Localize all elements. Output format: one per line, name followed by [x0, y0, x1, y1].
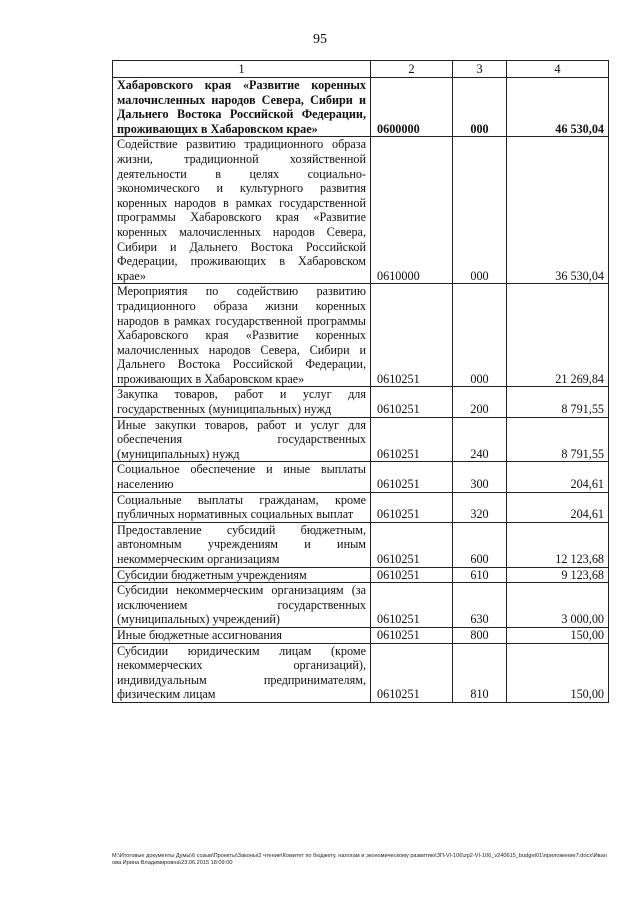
page-number: 95	[313, 32, 327, 47]
row-name-cell: Закупка товаров, работ и услуг для государственных (муниципальных) нужд	[113, 387, 371, 417]
target-code-cell: 0610251	[371, 387, 453, 417]
table-row	[113, 522, 609, 567]
table-body	[113, 78, 609, 703]
table-row	[113, 462, 609, 492]
amount-cell: 204,61	[507, 492, 609, 522]
target-code-cell: 0610251	[371, 462, 453, 492]
amount-cell: 150,00	[507, 643, 609, 702]
expense-type-cell: 000	[453, 78, 507, 137]
table-row	[113, 284, 609, 387]
target-code-cell: 0610251	[371, 583, 453, 628]
file-path-footer: М:\Итоговые документы Думы\6 созыв\Проекты\Законы\2 чтение\Комитет по бюджету, налогам и экономическому развитию\ЗП-VI-106\zp2-VI-106_v240615_budget01\приложение7.docx\Иванова Ирина Владимировна\23.06.2015 18:09:00	[112, 853, 607, 866]
amount-cell: 12 123,68	[507, 522, 609, 567]
row-name-cell: Субсидии бюджетным учреждениям	[113, 567, 371, 583]
target-code-cell: 0610251	[371, 417, 453, 462]
table-row	[113, 583, 609, 628]
table-row	[113, 627, 609, 643]
target-code-cell: 0610251	[371, 567, 453, 583]
row-name-cell: Иные закупки товаров, работ и услуг для обеспечения государственных (муниципальных) нужд	[113, 417, 371, 462]
amount-cell: 204,61	[507, 462, 609, 492]
row-name-cell: Субсидии юридическим лицам (кроме некоммерческих организаций), индивидуальным предпринимателям, физическим лицам	[113, 643, 371, 702]
expense-type-cell: 200	[453, 387, 507, 417]
amount-cell: 21 269,84	[507, 284, 609, 387]
row-name-cell: Хабаровского края «Развитие коренных малочисленных народов Севера, Сибири и Дальнего Востока Российской Федерации, проживающих в Хабаровском крае»	[113, 78, 371, 137]
budget-table	[112, 60, 609, 703]
table-row	[113, 78, 609, 137]
target-code-cell: 0610000	[371, 137, 453, 284]
amount-cell: 9 123,68	[507, 567, 609, 583]
amount-cell: 8 791,55	[507, 417, 609, 462]
target-code-cell: 0610251	[371, 522, 453, 567]
row-name-cell: Социальные выплаты гражданам, кроме публичных нормативных социальных выплат	[113, 492, 371, 522]
target-code-cell: 0600000	[371, 78, 453, 137]
table-row	[113, 387, 609, 417]
expense-type-cell: 300	[453, 462, 507, 492]
row-name-cell: Мероприятия по содействию развитию традиционного образа жизни коренных народов в рамках государственной программы Хабаровского края «Развитие коренных малочисленных народов Севера, Сибири и Дальнего Востока Российской Федерации, проживающих в Хабаровском крае»	[113, 284, 371, 387]
row-name-cell: Субсидии некоммерческим организациям (за исключением государственных (муниципальных) учреждений)	[113, 583, 371, 628]
table-row	[113, 417, 609, 462]
amount-cell: 46 530,04	[507, 78, 609, 137]
amount-cell: 8 791,55	[507, 387, 609, 417]
column-header-4: 4	[507, 61, 609, 78]
table-row	[113, 137, 609, 284]
expense-type-cell: 630	[453, 583, 507, 628]
column-header-3: 3	[453, 61, 507, 78]
table-header-row	[113, 61, 609, 78]
row-name-cell: Социальное обеспечение и иные выплаты населению	[113, 462, 371, 492]
column-header-1: 1	[113, 61, 371, 78]
target-code-cell: 0610251	[371, 643, 453, 702]
table-row	[113, 567, 609, 583]
target-code-cell: 0610251	[371, 284, 453, 387]
amount-cell: 150,00	[507, 627, 609, 643]
target-code-cell: 0610251	[371, 627, 453, 643]
amount-cell: 36 530,04	[507, 137, 609, 284]
table-row	[113, 643, 609, 702]
row-name-cell: Содействие развитию традиционного образа жизни, традиционной хозяйственной деятельности в целях социально-экономического и культурного развития коренных народов в рамках государственной программы Хабаровского края «Развитие коренных малочисленных народов Севера, Сибири и Дальнего Востока Российской Федерации, проживающих в Хабаровском крае»	[113, 137, 371, 284]
column-header-2: 2	[371, 61, 453, 78]
row-name-cell: Предоставление субсидий бюджетным, автономным учреждениям и иным некоммерческим организациям	[113, 522, 371, 567]
expense-type-cell: 000	[453, 137, 507, 284]
expense-type-cell: 800	[453, 627, 507, 643]
expense-type-cell: 610	[453, 567, 507, 583]
expense-type-cell: 320	[453, 492, 507, 522]
row-name-cell: Иные бюджетные ассигнования	[113, 627, 371, 643]
expense-type-cell: 600	[453, 522, 507, 567]
amount-cell: 3 000,00	[507, 583, 609, 628]
target-code-cell: 0610251	[371, 492, 453, 522]
expense-type-cell: 000	[453, 284, 507, 387]
table-row	[113, 492, 609, 522]
expense-type-cell: 240	[453, 417, 507, 462]
expense-type-cell: 810	[453, 643, 507, 702]
